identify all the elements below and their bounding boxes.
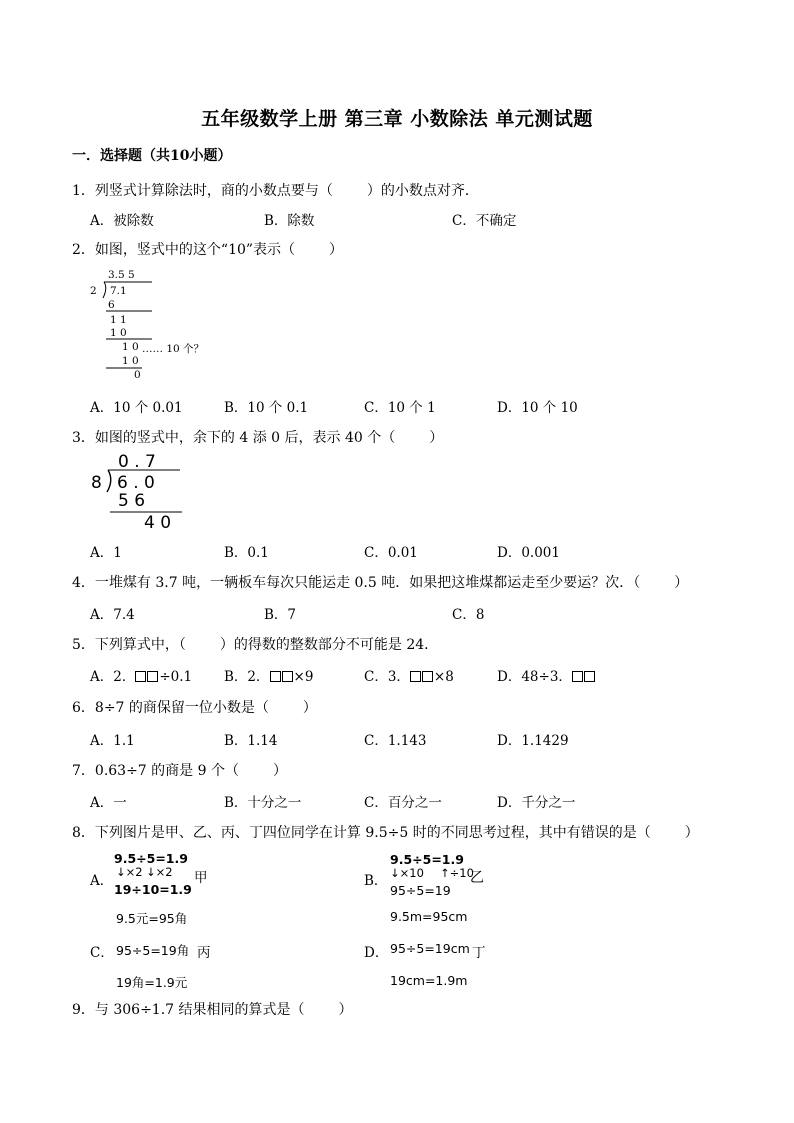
q3-divisor: 8 [91,473,102,493]
question-1: 1．列竖式计算除法时，商的小数点要与（ ）的小数点对齐． [72,183,479,199]
q3-division-figure [88,452,188,532]
q2-quotient: 3.5 5 [108,269,135,281]
q2-row-4: 1 0 [122,341,139,353]
q8-b-line-4: 9.5m=95cm [390,909,468,924]
q8-option-b-label[interactable]: B． [364,873,388,889]
q5-option-d[interactable]: D．48÷3． [497,665,596,685]
blank-box [572,671,583,682]
q1-option-c[interactable]: C．不确定 [452,213,517,229]
q3-dividend: 6 . 0 [117,473,155,493]
blank-box [584,671,595,682]
blank-box [270,671,281,682]
blank-box [135,671,146,682]
q2-row-6: 0 [134,369,141,381]
q4-option-c[interactable]: C．8 [452,607,485,623]
question-8: 8．下列图片是甲、乙、丙、丁四位同学在计算 9.5÷5 时的不同思考过程，其中有错误的是（ ） [72,825,699,841]
q4-option-a[interactable]: A．7.4 [90,607,135,623]
q2-row-1: 6 [108,299,115,311]
q7-option-a[interactable]: A．一 [90,795,127,811]
q8-d-line-4: 19cm=1.9m [390,973,468,988]
q8-option-d-label[interactable]: D． [364,945,389,961]
q8-option-a-label[interactable]: A． [90,873,114,889]
q8-b-student-name: 乙 [470,870,484,886]
q8-c-line-1: 95÷5=19角 [116,943,190,958]
q3-option-d[interactable]: D．0.001 [497,545,560,561]
question-7: 7．0.63÷7 的商是 9 个（ ） [72,763,287,779]
q2-row-4-note: …… 10 个？ [142,343,205,355]
blank-box [422,671,433,682]
q2-option-b[interactable]: B．10 个 0.1 [224,400,309,416]
q4-option-b[interactable]: B．7 [264,607,297,623]
q3-option-b[interactable]: B．0.1 [224,545,269,561]
q2-row-5: 1 0 [122,355,139,367]
question-5: 5．下列算式中，（ ）的得数的整数部分不可能是 24． [72,637,439,653]
q8-b-arrow-2: ↑÷10 [440,866,474,880]
q1-option-a[interactable]: A．被除数 [90,213,154,229]
q2-option-c[interactable]: C．10 个 1 [364,400,436,416]
q1-option-b[interactable]: B．除数 [264,213,315,229]
q2-division-lines [86,268,226,384]
q7-option-d[interactable]: D．千分之一 [497,795,576,811]
q2-row-3: 1 0 [110,327,127,339]
question-2: 2．如图，竖式中的这个“10”表示（ ） [72,242,344,258]
q2-option-a[interactable]: A．10 个 0.01 [90,400,183,416]
page-title: 五年级数学上册 第三章 小数除法 单元测试题 [201,108,593,130]
section-heading: 一．选择题（共10小题） [72,148,232,164]
q6-option-c[interactable]: C．1.143 [364,733,427,749]
q2-row-2: 1 1 [110,314,127,326]
q5-option-b[interactable]: B．2． ×9 [224,669,314,685]
q3-row-2: 4 0 [144,513,172,533]
q8-a-line-1: 9.5÷5=1.9 [114,851,188,866]
q2-dividend: 7.1 [110,285,127,297]
blank-box [410,671,421,682]
q8-a-student-name: 甲 [194,870,208,886]
question-3: 3．如图的竖式中，余下的 4 添 0 后，表示 40 个（ ） [72,430,444,446]
question-6: 6．8÷7 的商保留一位小数是（ ） [72,700,317,716]
q8-b-line-1: 9.5÷5=1.9 [390,852,464,867]
q8-a-line-4: 9.5元=95角 [116,911,188,926]
q5-option-a[interactable]: A．2． ÷0.1 [90,669,193,685]
q8-b-line-3: 95÷5=19 [390,883,451,898]
q6-option-d[interactable]: D．1.1429 [497,733,569,749]
blank-box [147,671,158,682]
q8-a-arrow-2: ↓×2 [146,865,173,879]
question-9: 9．与 306÷1.7 结果相同的算式是（ ） [72,1002,353,1018]
q3-option-a[interactable]: A．1 [90,545,122,561]
q3-option-c[interactable]: C．0.01 [364,545,418,561]
q3-row-1: 5 6 [118,491,146,511]
q8-c-student-name: 丙 [197,945,211,961]
question-4: 4．一堆煤有 3.7 吨，一辆板车每次只能运走 0.5 吨．如果把这堆煤都运走至少要运？次．（ ） [72,575,689,591]
q8-a-arrow-1: ↓×2 [116,865,143,879]
q8-d-line-1: 95÷5=19cm [390,941,470,956]
q8-b-arrow-1: ↓×10 [390,866,424,880]
q2-option-d[interactable]: D．10 个 10 [497,400,578,416]
q7-option-c[interactable]: C．百分之一 [364,795,442,811]
q8-a-line-3: 19÷10=1.9 [114,882,192,897]
q5-option-c[interactable]: C．3． ×8 [364,669,454,685]
q7-option-b[interactable]: B．十分之一 [224,795,302,811]
q6-option-a[interactable]: A．1.1 [90,733,135,749]
q8-c-line-4: 19角=1.9元 [116,975,188,990]
q6-option-b[interactable]: B．1.14 [224,733,278,749]
blank-box [282,671,293,682]
q2-divisor: 2 [90,285,97,297]
q8-option-c-label[interactable]: C． [90,945,114,961]
q2-division-figure [86,268,226,384]
q3-quotient: 0 . 7 [118,452,156,472]
q8-d-student-name: 丁 [472,945,486,961]
